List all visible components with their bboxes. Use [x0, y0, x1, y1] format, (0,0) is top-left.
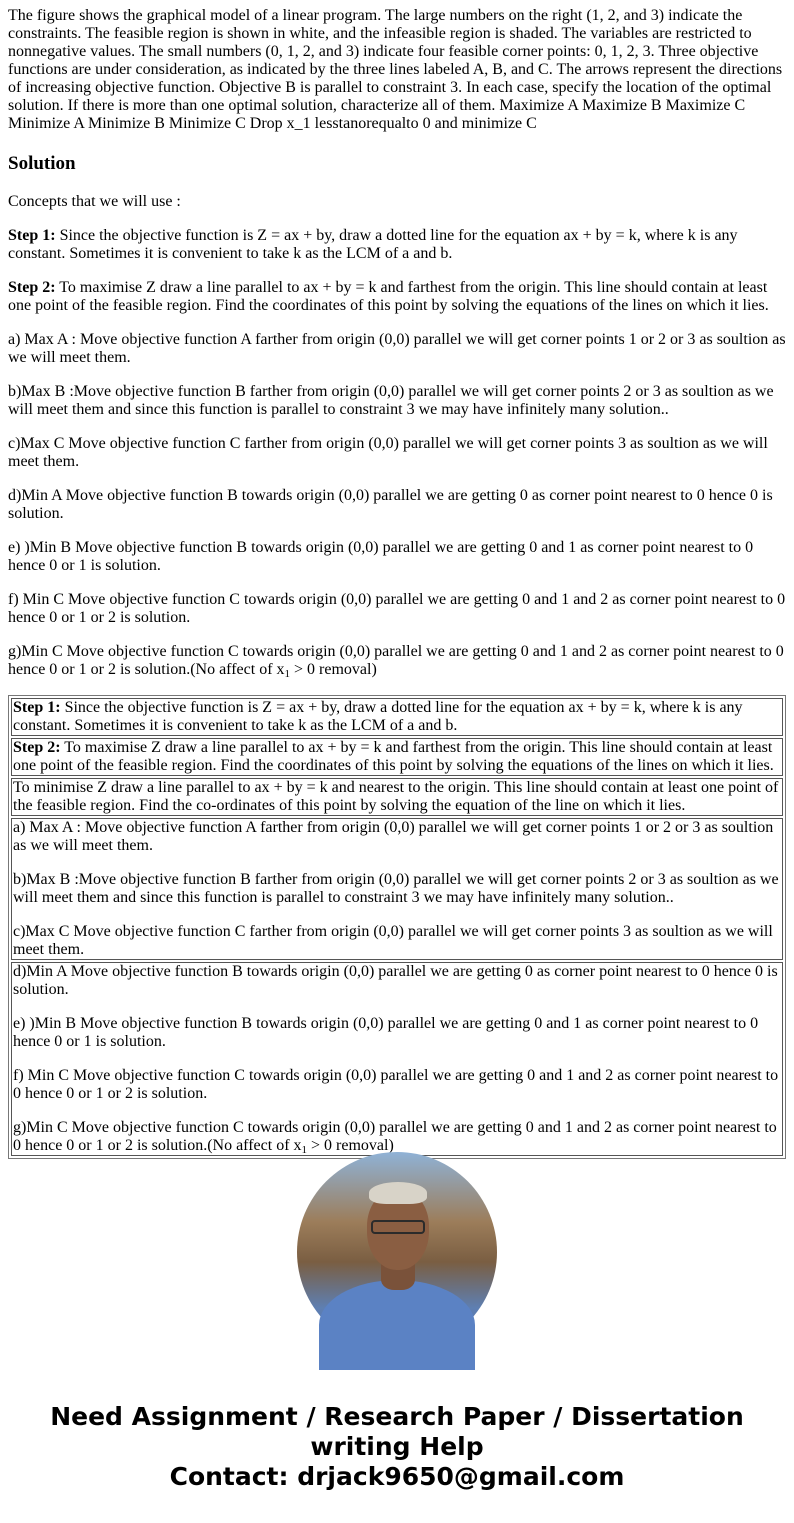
step2-label: Step 2: — [8, 279, 56, 296]
table-row — [11, 698, 783, 736]
avatar-glasses — [371, 1220, 425, 1234]
table-answer-a: a) Max A : Move objective function A farther from origin (0,0) parallel we will get corner points 1 or 2 or 3 as soultion as we will meet them. — [13, 819, 774, 854]
answer-d: d)Min A Move objective function B towards origin (0,0) parallel we are getting 0 as corner point nearest to 0 hence 0 is solution. — [8, 487, 773, 522]
table-answer-b: b)Max B :Move objective function B farther from origin (0,0) parallel we will get corner points 2 or 3 as soultion as we will meet them and since this function is parallel to constraint 3 we may have infinitely many solution.. — [13, 871, 779, 906]
table-answer-e: e) )Min B Move objective function B towards origin (0,0) parallel we are getting 0 and 1 as corner point nearest to 0 hence 0 or 1 is solution. — [13, 1015, 759, 1050]
table-row — [11, 962, 783, 1156]
promo-footer — [0, 1152, 794, 1492]
avatar — [297, 1152, 497, 1352]
table-answer-g-subscript: 1 — [301, 1144, 308, 1156]
table-cell-step2 — [11, 738, 783, 776]
table-step2-text: To maximise Z draw a line parallel to ax + by = k and farthest from the origin. This line should contain at least one point of the feasible region. Find the coordinates of this point by solving the equations of the lines on which it lies. — [13, 739, 774, 774]
answer-a: a) Max A : Move objective function A farther from origin (0,0) parallel we will get corner points 1 or 2 or 3 as soultion as we will meet them. — [8, 331, 786, 366]
table-row — [11, 738, 783, 776]
table-step1-text: Since the objective function is Z = ax + by, draw a dotted line for the equation ax + by = k, where k is any constant. Sometimes it is convenient to take k as the LCM of a and b. — [13, 699, 743, 734]
step1-text: Since the objective function is Z = ax + by, draw a dotted line for the equation ax + by = k, where k is any constant. Sometimes it is convenient to take k as the LCM of a and b. — [8, 227, 738, 262]
cta-text — [0, 1402, 794, 1492]
answer-f: f) Min C Move objective function C towards origin (0,0) parallel we are getting 0 and 1 and 2 as corner point nearest to 0 hence 0 or 1 or 2 is solution. — [8, 591, 786, 626]
cta-line-2: writing Help — [310, 1432, 484, 1461]
steps-table-container — [8, 695, 786, 1156]
table-answer-d: d)Min A Move objective function B towards origin (0,0) parallel we are getting 0 as corner point nearest to 0 hence 0 is solution. — [13, 963, 778, 998]
table-cell-min-answers — [11, 962, 783, 1156]
answer-c: c)Max C Move objective function C farther from origin (0,0) parallel we will get corner points 3 as soultion as we will meet them. — [8, 435, 768, 470]
table-answer-g-text: g)Min C Move objective function C towards origin (0,0) parallel we are getting 0 and 1 and 2 as corner point nearest to 0 hence 0 or 1 or 2 is solution.(No affect of x — [13, 1119, 777, 1154]
answer-e: e) )Min B Move objective function B towards origin (0,0) parallel we are getting 0 and 1 as corner point nearest to 0 hence 0 or 1 is solution. — [8, 539, 754, 574]
table-row — [11, 778, 783, 816]
step1-paragraph — [8, 227, 786, 263]
steps-table — [8, 695, 786, 1159]
answer-b: b)Max B :Move objective function B farther from origin (0,0) parallel we will get corner points 2 or 3 as soultion as we will meet them and since this function is parallel to constraint 3 we may have infinitely many solution.. — [8, 383, 774, 418]
table-step2-label: Step 2: — [13, 739, 61, 756]
answer-g-text: g)Min C Move objective function C towards origin (0,0) parallel we are getting 0 and 1 and 2 as corner point nearest to 0 hence 0 or 1 or 2 is solution.(No affect of x — [8, 643, 784, 678]
answer-g-subscript: 1 — [284, 668, 291, 680]
cta-line-3: Contact: drjack9650@gmail.com — [169, 1462, 625, 1491]
step1-label: Step 1: — [8, 227, 56, 244]
answer-g-tail: > 0 removal) — [290, 661, 377, 678]
table-cell-minimise: To minimise Z draw a line parallel to ax + by = k and nearest to the origin. This line should contain at least one point of the feasible region. Find the co-ordinates of this point by solving the equation of the line on which it lies. — [11, 778, 783, 816]
table-answer-c: c)Max C Move objective function C farther from origin (0,0) parallel we will get corner points 3 as soultion as we will meet them. — [13, 923, 773, 958]
question-text: The figure shows the graphical model of a linear program. The large numbers on the right (1, 2, and 3) indicate the constraints. The feasible region is shown in white, and the infeasible region is shaded. The variables are restricted to nonnegative values. The small numbers (0, 1, 2, and 3) indicate four feasible corner points: 0, 1, 2, 3. Three objective functions are under consideration, as indicated by the three lines labeled A, B, and C. The arrows represent the directions of increasing objective function. Objective B is parallel to constraint 3. In each case, specify the location of the optimal solution. If there is more than one optimal solution, characterize all of them. Maximize A Maximize B Maximize C Minimize A Minimize B Minimize C Drop x_1 lesstanorequalto 0 and minimize C — [8, 7, 783, 132]
avatar-hair — [369, 1182, 427, 1204]
avatar-shirt — [319, 1280, 475, 1370]
table-cell-max-answers — [11, 818, 783, 960]
table-row — [11, 818, 783, 960]
table-cell-step1 — [11, 698, 783, 736]
solution-heading: Solution — [8, 153, 76, 174]
table-answer-f: f) Min C Move objective function C towards origin (0,0) parallel we are getting 0 and 1 and 2 as corner point nearest to 0 hence 0 or 1 or 2 is solution. — [13, 1067, 779, 1102]
step2-paragraph — [8, 279, 786, 315]
table-answer-g-tail: > 0 removal) — [307, 1137, 394, 1154]
table-answer-g — [13, 1119, 781, 1155]
table-step1-label: Step 1: — [13, 699, 61, 716]
step2-text: To maximise Z draw a line parallel to ax + by = k and farthest from the origin. This line should contain at least one point of the feasible region. Find the coordinates of this point by solving the equations of the lines on which it lies. — [8, 279, 769, 314]
concepts-text: Concepts that we will use : — [8, 193, 181, 210]
cta-line-1: Need Assignment / Research Paper / Dissertation — [50, 1402, 744, 1431]
answer-g — [8, 643, 786, 679]
